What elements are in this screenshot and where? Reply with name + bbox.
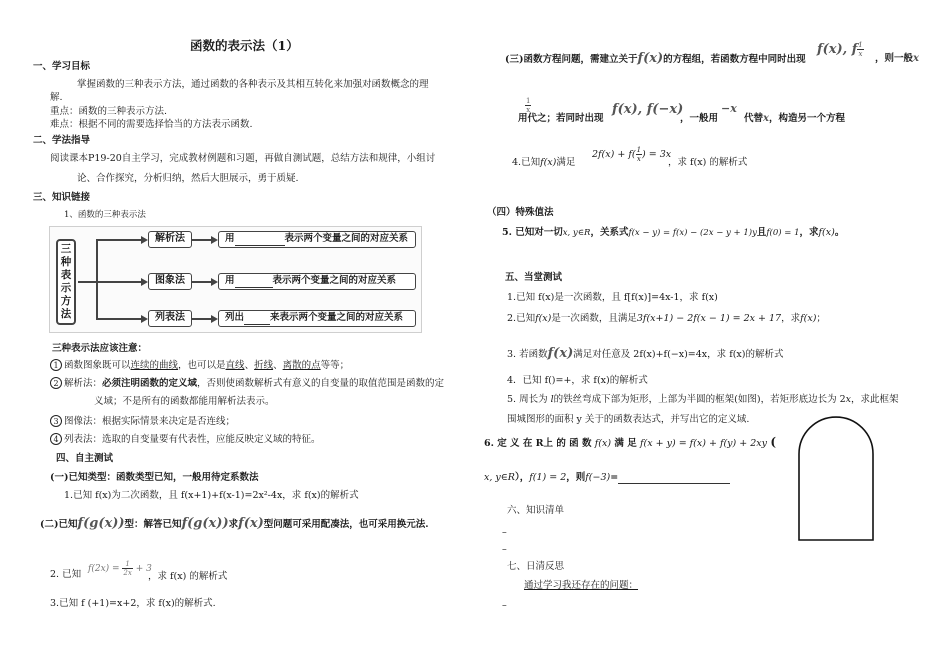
method-description-analytic [218,231,416,248]
section-heading-method: 二、学法指导 [33,135,91,146]
notes-heading: 三种表示法应该注意： [52,343,148,354]
section-heading-in-class-test: 五、当堂测试 [505,272,563,283]
question-1: 1.已知 f(x)为二次函数，且 f(x+1)+f(x-1)=2x²-4x，求 f(x)的解析式 [64,490,359,501]
section-heading-knowledge: 三、知识链接 [33,192,91,203]
connector-line [96,318,142,320]
question-3: 3.已知 f (+1)=x+2，求 f(x)的解析式. [50,598,216,609]
method-description-table [218,310,416,327]
arch-frame-figure [795,412,877,542]
three-methods-diagram [49,226,422,333]
test-question-6: 6. 定 义 在 R上 的 函 数 f(x) 满 足 f(x + y) = f(x) + f(y) + 2xy ( [484,435,777,449]
arrow-right-icon [141,315,148,323]
arrow-right-icon [141,278,148,286]
method-description-graph [218,273,416,290]
section-heading-reflection: 七、日清反思 [507,561,565,572]
test-question-2: 2.已知f(x)是一次函数，且满足3f(x+1) − 2f(x − 1) = 2x + 17，求f(x)； [507,313,826,324]
goal-text: 掌握函数的三种表示方法，通过函数的各种表示及其相互转化来加强对函数概念的理 [77,79,429,90]
formula: f(g(x)) [181,516,229,531]
note-2-cont: 义域；不是所有的函数都能用解析法表示。 [94,396,275,407]
function-equation-text-end: ，则一般x [875,53,919,64]
section-heading-special-value: （四）特殊值法 [487,207,554,218]
reflection-dash: – [502,600,507,611]
row-prefix: 列出 [225,312,245,323]
type-2-heading: (二)已知f(g(x))型：解答已知f(g(x))求f(x)型问题可采用配凑法，也可采用换元法. [40,516,429,531]
question-2-formula: f(2x) = $\frac{1}{2x}$ + 3 [88,560,152,577]
test-question-6-cont: x, y∈R），f(1) = 2，则f(−3)= [484,472,730,484]
test-question-5: 5. 周长为 l的铁丝弯成下部为矩形，上部为半圆的框架(如图)，若矩形底边长为 2x，求此框架 [507,394,899,405]
answer-blank [618,474,730,484]
method-box-analytic: 解析法 [148,231,192,248]
formula: f(x), f(−x) [612,102,684,117]
fill-blank [235,278,273,288]
arrow-right-icon [141,236,148,244]
formula: f(x) [637,51,664,66]
connector-line [96,239,98,319]
method-box-graph: 图象法 [148,273,192,290]
note-3: 3 图像法：根据实际情景来决定是否连线； [50,415,235,428]
note-1: 1 函数图象既可以连续的曲线，也可以是直线、折线、离散的点等等； [50,359,349,372]
connector-line [192,239,212,241]
test-question-1: 1.已知 f(x)是一次函数，且 f[f(x)]=4x-1，求 f(x) [507,292,718,303]
row-prefix: 用 [225,233,235,244]
row-suffix: 表示两个变量之间的对应关系 [272,275,397,286]
type-1-heading: (一)已知类型：函数类型已知，一般用待定系数法 [50,472,259,483]
question-2-label: 2. 已知 [50,569,82,580]
question-2-text: ，求 f(x) 的解析式 [148,571,228,582]
row-prefix: 用 [225,275,235,286]
function-equation-text: (三)函数方程问题，需建立关于f(x)的方程组，若函数方程中同时出现 [505,51,806,66]
connector-line [192,318,212,320]
number-circle: 3 [50,415,62,427]
question-5: 5. 已知对一切x, y∈R，关系式f(x − y) = f(x) − (2x − y + 1)y且f(0) = 1，求f(x)。 [502,227,845,238]
summary-dash: – [502,544,507,555]
difficulty-text: 难点：根据不同的需要选择恰当的方法表示函数. [50,119,253,130]
arrow-right-icon [211,278,218,286]
method-box-table: 列表法 [148,310,192,327]
goal-text-cont: 解. [50,92,63,103]
note-2: 2 解析法：必须注明函数的定义域，否则使函数解析式有意义的自变量的取值范围是函数的定 [50,377,444,390]
method-text-cont: 论、合作探究，分析归纳，然后大胆展示，勇于质疑. [77,173,299,184]
section-heading-summary: 六、知识清单 [507,505,565,516]
formula: −x [721,102,737,115]
formula: f(g(x)) [77,516,125,531]
summary-dash: – [502,527,507,538]
reflection-prompt: 通过学习我还存在的问题： [524,580,639,591]
number-circle: 2 [50,377,62,389]
question-4: 4.已知f(x)满足 [512,157,576,168]
section-heading-self-test: 四、自主测试 [56,453,114,464]
row-suffix: 表示两个变量之间的对应关系 [284,233,409,244]
question-4-formula: 2f(x) + f( $\frac{1}{x}$ ) = 3x [592,146,672,163]
formula: f(x), f $\frac{1}{x}$ [817,41,863,58]
fraction-1-over-x: $\frac{1}{x}$ [526,97,531,114]
fill-blank [235,236,285,246]
test-question-3: 3. 若函数f(x)满足对任意及 2f(x)+f(−x)=4x，求 f(x)的解析式 [507,346,784,361]
method-text: 阅读课本P19-20自主学习，完成教材例题和习题，再做自测试题，总结方法和规律，小组讨 [50,153,436,164]
function-equation-text-2: 用代之；若同时出现 [518,113,604,124]
fill-blank [244,315,270,325]
row-suffix: 来表示两个变量之间的对应关系 [270,312,404,323]
arrow-right-icon [211,315,218,323]
key-point-text: 重点：函数的三种表示方法. [50,106,168,117]
connector-line [96,239,142,241]
connector-line [96,281,142,283]
note-4: 4 列表法：选取的自变量要有代表性，应能反映定义域的特征。 [50,433,321,446]
page-title: 函数的表示法（1） [190,38,299,53]
number-circle: 4 [50,433,62,445]
function-equation-text-3: ，一般用 [680,113,719,124]
diagram-root-box: 三种表示方法 [56,239,76,325]
test-question-5-cont: 围城图形的面积 y 关于的函数表达式，并写出它的定义域. [507,414,750,425]
number-circle: 1 [50,359,62,371]
section-heading-goals: 一、学习目标 [33,61,91,72]
formula: f(x) [238,516,264,531]
question-4-text: ，求 f(x) 的解析式 [668,157,748,168]
test-question-4: 4．已知 f()=+，求 f(x)的解析式 [507,375,648,386]
connector-line [78,281,96,283]
function-equation-text-4: 代替x，构造另一个方程 [744,113,845,124]
formula: f(x) [547,346,574,361]
connector-line [192,281,212,283]
knowledge-subheading: 1、函数的三种表示法 [64,210,146,220]
arrow-right-icon [211,236,218,244]
arch-shape [799,417,873,540]
